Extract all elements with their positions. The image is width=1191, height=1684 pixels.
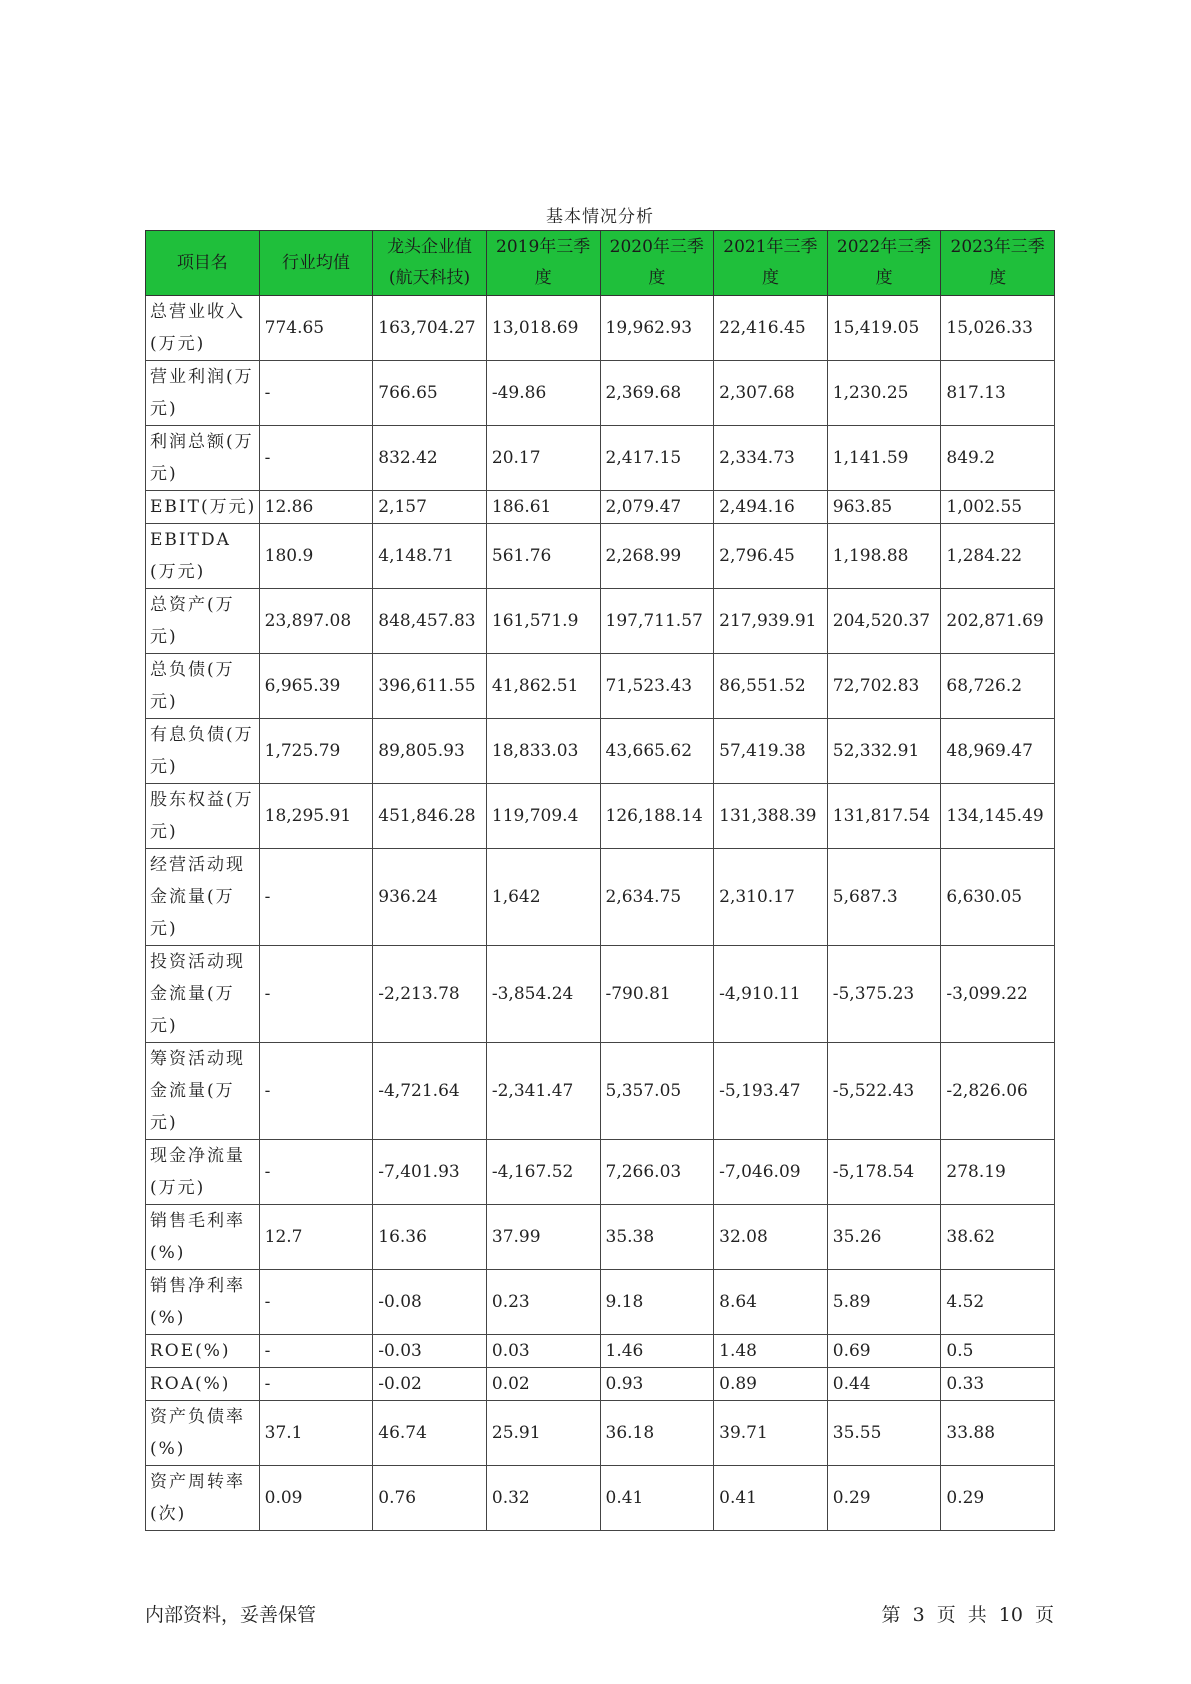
table-cell: 39.71 [714,1401,828,1466]
table-cell: 396,611.55 [373,654,487,719]
table-cell: 202,871.69 [941,589,1055,654]
row-label: ROE(%) [146,1335,260,1368]
table-cell: 0.33 [941,1368,1055,1401]
table-cell: 161,571.9 [486,589,600,654]
table-cell: 0.29 [827,1466,941,1531]
table-cell: 12.86 [259,491,373,524]
table-cell: 23,897.08 [259,589,373,654]
table-row [146,1335,1055,1368]
table-row [146,491,1055,524]
table-cell: 5,687.3 [827,849,941,946]
row-label: 营业利润(万元) [146,361,260,426]
table-cell: 0.93 [600,1368,714,1401]
table-cell: 72,702.83 [827,654,941,719]
table-cell: -0.03 [373,1335,487,1368]
table-row [146,849,1055,946]
row-label: 销售净利率(%) [146,1270,260,1335]
table-cell: 68,726.2 [941,654,1055,719]
table-cell: 12.7 [259,1205,373,1270]
row-label: 总资产(万元) [146,589,260,654]
table-cell: 18,833.03 [486,719,600,784]
table-cell: 18,295.91 [259,784,373,849]
table-cell: 2,268.99 [600,524,714,589]
table-cell: 0.76 [373,1466,487,1531]
table-cell: -3,099.22 [941,946,1055,1043]
column-header: 2022年三季度 [827,231,941,296]
table-cell: 8.64 [714,1270,828,1335]
table-cell: 35.26 [827,1205,941,1270]
table-cell: 0.23 [486,1270,600,1335]
column-header: 行业均值 [259,231,373,296]
table-cell: 13,018.69 [486,296,600,361]
table-row [146,361,1055,426]
analysis-table [145,230,1055,1531]
table-cell: 2,079.47 [600,491,714,524]
table-row [146,719,1055,784]
table-cell: 22,416.45 [714,296,828,361]
table-row [146,589,1055,654]
table-cell: 0.03 [486,1335,600,1368]
table-cell: - [259,1368,373,1401]
table-row [146,1466,1055,1531]
table-row [146,1140,1055,1205]
row-label: 股东权益(万元) [146,784,260,849]
table-cell: 0.44 [827,1368,941,1401]
table-cell: 15,026.33 [941,296,1055,361]
table-cell: 20.17 [486,426,600,491]
row-label: 总负债(万元) [146,654,260,719]
table-title: 基本情况分析 [546,207,654,227]
table-cell: - [259,1043,373,1140]
table-cell: 817.13 [941,361,1055,426]
table-cell: 1.48 [714,1335,828,1368]
table-cell: 1,198.88 [827,524,941,589]
table-cell: 1,725.79 [259,719,373,784]
table-cell: - [259,1270,373,1335]
row-label: EBIT(万元) [146,491,260,524]
table-cell: 278.19 [941,1140,1055,1205]
table-row [146,296,1055,361]
table-cell: 2,796.45 [714,524,828,589]
table-cell: 43,665.62 [600,719,714,784]
table-cell: 832.42 [373,426,487,491]
table-cell: 0.02 [486,1368,600,1401]
table-cell: 89,805.93 [373,719,487,784]
table-cell: 6,965.39 [259,654,373,719]
table-cell: 71,523.43 [600,654,714,719]
table-cell: -7,401.93 [373,1140,487,1205]
table-cell: 2,157 [373,491,487,524]
table-cell: 2,334.73 [714,426,828,491]
table-cell: 1,230.25 [827,361,941,426]
table-cell: 0.41 [714,1466,828,1531]
row-label: 利润总额(万元) [146,426,260,491]
table-cell: 0.69 [827,1335,941,1368]
row-label: ROA(%) [146,1368,260,1401]
table-cell: - [259,426,373,491]
table-cell: 36.18 [600,1401,714,1466]
table-cell: -5,375.23 [827,946,941,1043]
table-cell: 0.09 [259,1466,373,1531]
row-label: 有息负债(万元) [146,719,260,784]
table-cell: -2,826.06 [941,1043,1055,1140]
column-header: 2023年三季度 [941,231,1055,296]
table-cell: 2,307.68 [714,361,828,426]
table-cell: 131,817.54 [827,784,941,849]
row-label: 资产负债率(%) [146,1401,260,1466]
table-cell: -5,522.43 [827,1043,941,1140]
table-row [146,524,1055,589]
table-cell: 7,266.03 [600,1140,714,1205]
table-cell: 936.24 [373,849,487,946]
table-cell: -2,213.78 [373,946,487,1043]
table-cell: 0.89 [714,1368,828,1401]
table-cell: 57,419.38 [714,719,828,784]
table-cell: 0.32 [486,1466,600,1531]
table-cell: 2,310.17 [714,849,828,946]
column-header: 2019年三季度 [486,231,600,296]
table-cell: 204,520.37 [827,589,941,654]
table-cell: 1,642 [486,849,600,946]
table-cell: 16.36 [373,1205,487,1270]
column-header: 龙头企业值(航天科技) [373,231,487,296]
row-label: 筹资活动现金流量(万元) [146,1043,260,1140]
table-cell: 451,846.28 [373,784,487,849]
row-label: 资产周转率(次) [146,1466,260,1531]
table-cell: -3,854.24 [486,946,600,1043]
table-row [146,1043,1055,1140]
table-cell: 37.99 [486,1205,600,1270]
table-cell: 2,417.15 [600,426,714,491]
table-cell: 1,284.22 [941,524,1055,589]
table-cell: 766.65 [373,361,487,426]
row-label: 销售毛利率(%) [146,1205,260,1270]
table-cell: 4.52 [941,1270,1055,1335]
table-row [146,426,1055,491]
table-cell: 33.88 [941,1401,1055,1466]
table-cell: 6,630.05 [941,849,1055,946]
table-cell: - [259,361,373,426]
table-row [146,1205,1055,1270]
column-header: 项目名 [146,231,260,296]
table-cell: 134,145.49 [941,784,1055,849]
table-cell: 2,494.16 [714,491,828,524]
table-cell: -5,178.54 [827,1140,941,1205]
table-cell: - [259,1140,373,1205]
table-cell: -5,193.47 [714,1043,828,1140]
table-cell: 126,188.14 [600,784,714,849]
table-cell: 46.74 [373,1401,487,1466]
table-cell: 25.91 [486,1401,600,1466]
table-row [146,946,1055,1043]
table-cell: -0.02 [373,1368,487,1401]
row-label: 现金净流量(万元) [146,1140,260,1205]
table-cell: 180.9 [259,524,373,589]
table-cell: -49.86 [486,361,600,426]
footer-page-number: 第 3 页 共 10 页 [881,1604,1054,1626]
table-cell: -7,046.09 [714,1140,828,1205]
table-cell: - [259,1335,373,1368]
table-cell: 0.41 [600,1466,714,1531]
table-cell: 32.08 [714,1205,828,1270]
table-cell: 163,704.27 [373,296,487,361]
table-row [146,784,1055,849]
table-cell: 186.61 [486,491,600,524]
table-cell: 48,969.47 [941,719,1055,784]
table-cell: -4,167.52 [486,1140,600,1205]
table-cell: 35.38 [600,1205,714,1270]
table-cell: 38.62 [941,1205,1055,1270]
table-row [146,1401,1055,1466]
footer-confidential-note: 内部资料，妥善保管 [145,1604,317,1626]
table-cell: -0.08 [373,1270,487,1335]
table-cell: 41,862.51 [486,654,600,719]
table-row [146,1368,1055,1401]
table-cell: 561.76 [486,524,600,589]
table-cell: 4,148.71 [373,524,487,589]
table-cell: - [259,849,373,946]
table-cell: 9.18 [600,1270,714,1335]
table-cell: 217,939.91 [714,589,828,654]
table-row [146,654,1055,719]
table-cell: 774.65 [259,296,373,361]
table-cell: 131,388.39 [714,784,828,849]
table-cell: 2,369.68 [600,361,714,426]
table-cell: -790.81 [600,946,714,1043]
table-cell: 0.5 [941,1335,1055,1368]
table-cell: - [259,946,373,1043]
row-label: EBITDA(万元) [146,524,260,589]
table-cell: 849.2 [941,426,1055,491]
table-cell: -2,341.47 [486,1043,600,1140]
table-cell: 197,711.57 [600,589,714,654]
table-cell: 52,332.91 [827,719,941,784]
table-cell: 19,962.93 [600,296,714,361]
table-cell: 1.46 [600,1335,714,1368]
table-header-row [146,231,1055,296]
table-cell: -4,721.64 [373,1043,487,1140]
row-label: 投资活动现金流量(万元) [146,946,260,1043]
table-cell: -4,910.11 [714,946,828,1043]
column-header: 2021年三季度 [714,231,828,296]
table-cell: 848,457.83 [373,589,487,654]
table-cell: 2,634.75 [600,849,714,946]
table-cell: 37.1 [259,1401,373,1466]
table-cell: 1,002.55 [941,491,1055,524]
table-cell: 0.29 [941,1466,1055,1531]
table-cell: 963.85 [827,491,941,524]
column-header: 2020年三季度 [600,231,714,296]
row-label: 经营活动现金流量(万元) [146,849,260,946]
table-cell: 1,141.59 [827,426,941,491]
table-cell: 35.55 [827,1401,941,1466]
table-cell: 15,419.05 [827,296,941,361]
table-cell: 5.89 [827,1270,941,1335]
row-label: 总营业收入(万元) [146,296,260,361]
table-cell: 5,357.05 [600,1043,714,1140]
table-row [146,1270,1055,1335]
table-cell: 86,551.52 [714,654,828,719]
table-cell: 119,709.4 [486,784,600,849]
